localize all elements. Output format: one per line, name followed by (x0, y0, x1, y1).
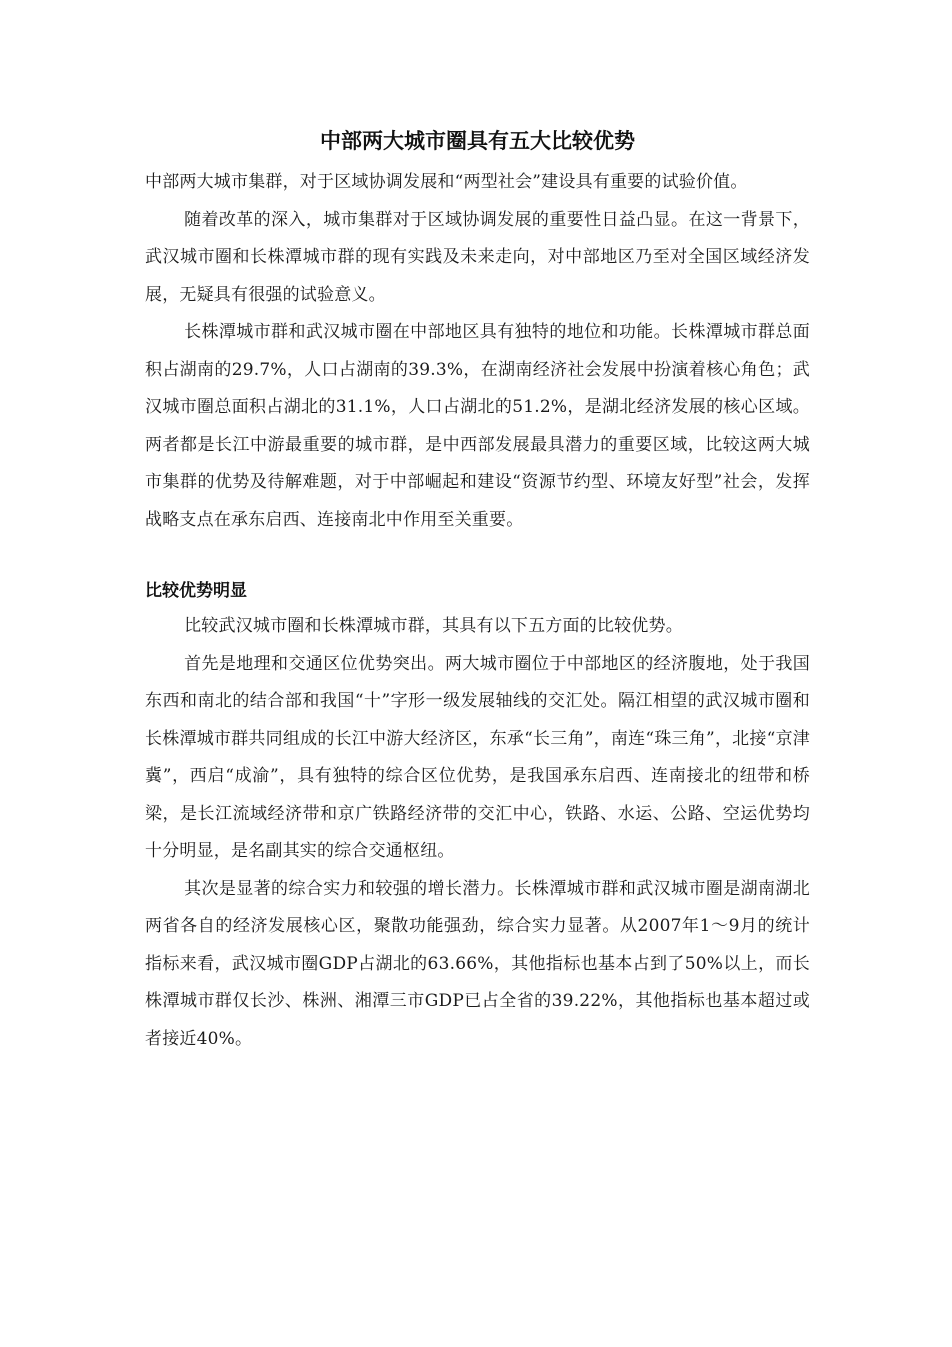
body-paragraph: 其次是显著的综合实力和较强的增长潜力。长株潭城市群和武汉城市圈是湖南湖北两省各自的经济发展核心区，聚散功能强劲，综合实力显著。从2007年1～9月的统计指标来看，武汉城市圈GDP占湖北的63.66%，其他指标也基本占到了50%以上，而长株潭城市群仅长沙、株洲、湘潭三市GDP已占全省的39.22%，其他指标也基本超过或者接近40%。 (145, 878, 810, 1049)
document-title: 中部两大城市圈具有五大比较优势 (320, 129, 635, 153)
document-body (145, 124, 810, 1058)
body-paragraph: 随着改革的深入，城市集群对于区域协调发展的重要性日益凸显。在这一背景下，武汉城市圈和长株潭城市群的现有实践及未来走向，对中部地区乃至对全国区域经济发展，无疑具有很强的试验意义。 (145, 209, 810, 305)
body-paragraph: 首先是地理和交通区位优势突出。两大城市圈位于中部地区的经济腹地，处于我国东西和南北的结合部和我国“十”字形一级发展轴线的交汇处。隔江相望的武汉城市圈和长株潭城市群共同组成的长江中游大经济区，东承“长三角”，南连“珠三角”，北接“京津冀”，西启“成渝”，具有独特的综合区位优势，是我国承东启西、连南接北的纽带和桥梁，是长江流域经济带和京广铁路经济带的交汇中心，铁路、水运、公路、空运优势均十分明显，是名副其实的综合交通枢纽。 (145, 653, 810, 861)
intro-paragraph: 中部两大城市集群，对于区域协调发展和“两型社会”建设具有重要的试验价值。 (145, 172, 748, 192)
body-paragraph: 长株潭城市群和武汉城市圈在中部地区具有独特的地位和功能。长株潭城市群总面积占湖南的29.7%，人口占湖南的39.3%，在湖南经济社会发展中扮演着核心角色；武汉城市圈总面积占湖北的31.1%，人口占湖北的51.2%，是湖北经济发展的核心区域。两者都是长江中游最重要的城市群，是中西部发展最具潜力的重要区域，比较这两大城市集群的优势及待解难题，对于中部崛起和建设“资源节约型、环境友好型”社会，发挥战略支点在承东启西、连接南北中作用至关重要。 (145, 322, 810, 530)
body-paragraph: 比较武汉城市圈和长株潭城市群，其具有以下五方面的比较优势。 (184, 616, 683, 636)
section-heading: 比较优势明显 (145, 581, 247, 601)
